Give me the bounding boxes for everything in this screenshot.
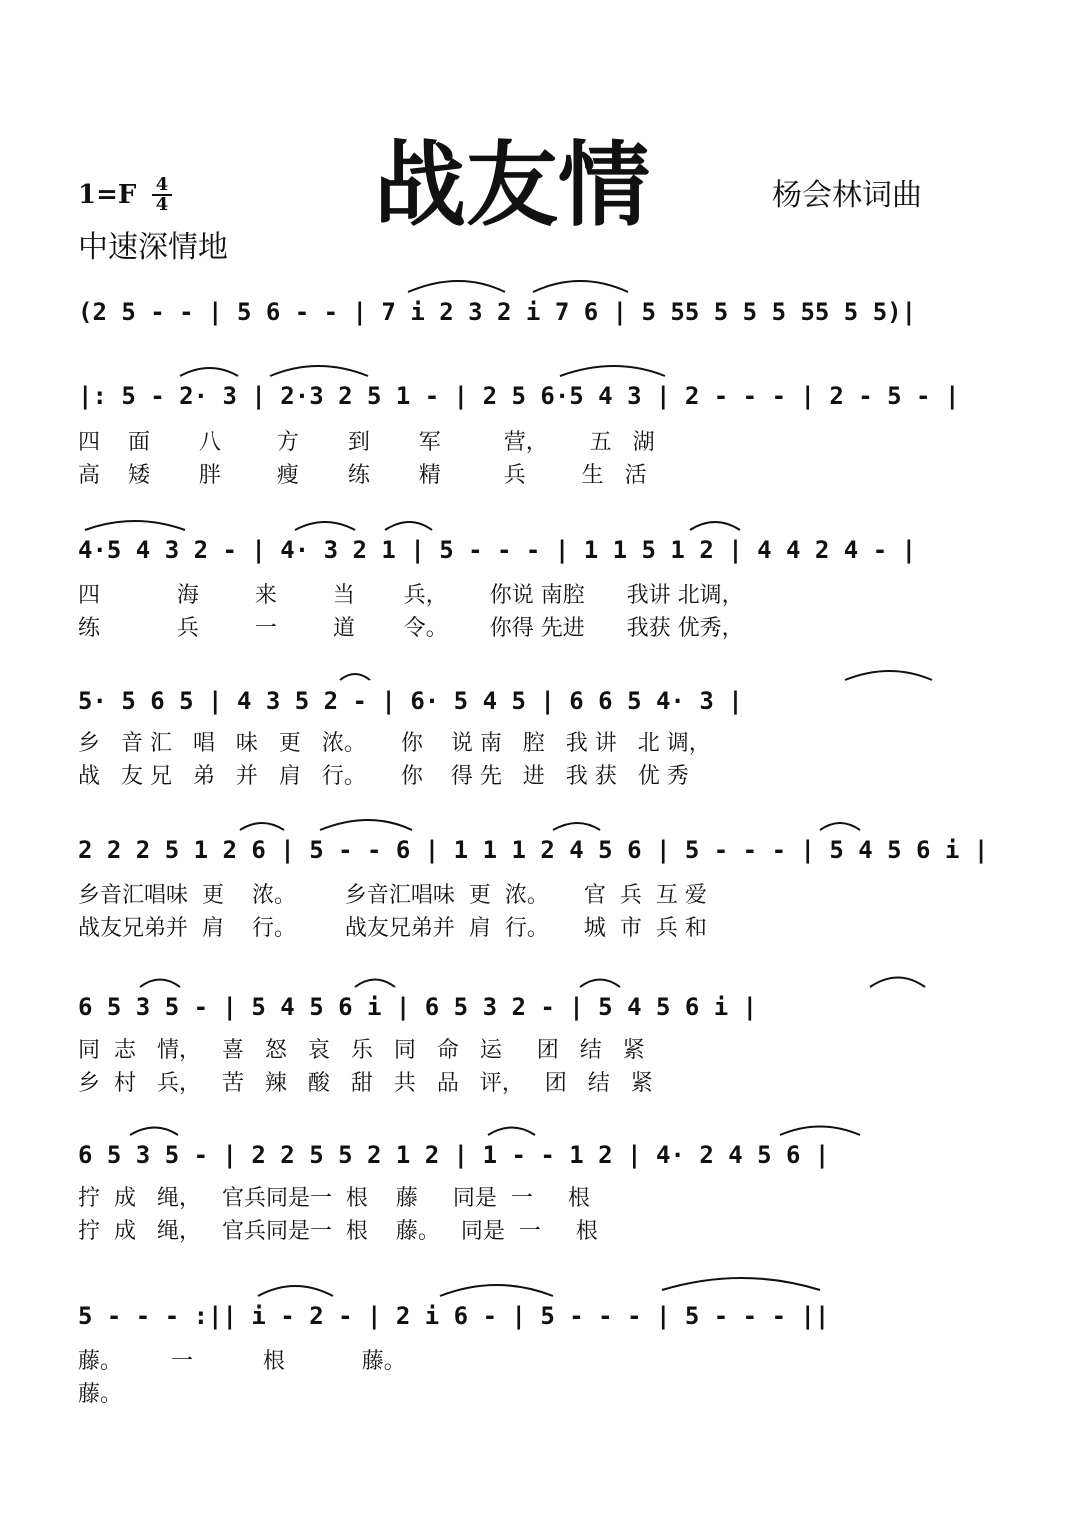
- lyric-line: 拧 成 绳， 官兵同是一 根 藤。 同是 一 根: [78, 1219, 598, 1244]
- lyric-line: 拧 成 绳， 官兵同是一 根 藤 同是 一 根: [78, 1186, 590, 1211]
- key-signature: 1=F: [78, 180, 137, 210]
- song-title: 战友情: [374, 132, 651, 239]
- lyric-line: 乡 音 汇 唱 味 更 浓。 你 说 南 腔 我 讲 北 调，: [78, 731, 711, 756]
- lyric-line: 藤。: [78, 1382, 123, 1407]
- notation-line: 6 5 3 5 - | 2 2 5 5 2 1 2 | 1 - - 1 2 | 4· 2 4 5 6 |: [78, 1141, 830, 1169]
- lyric-line: 同 志 情， 喜 怒 哀 乐 同 命 运 团 结 紧: [78, 1038, 645, 1063]
- lyric-line: 四 面 八 方 到 军 营， 五 湖: [78, 430, 655, 455]
- time-signature-bottom: 4: [155, 194, 169, 215]
- lyric-line: 练 兵 一 道 令。 你得 先进 我获 优秀，: [78, 616, 744, 641]
- lyric-line: 战友兄弟并 肩 行。 战友兄弟并 肩 行。 城 市 兵 和: [78, 916, 707, 941]
- lyric-line: 乡音汇唱味 更 浓。 乡音汇唱味 更 浓。 官 兵 互 爱: [78, 883, 707, 908]
- author-credit: 杨会林词曲: [772, 178, 922, 213]
- lyric-line: 四 海 来 当 兵， 你说 南腔 我讲 北调，: [78, 583, 744, 608]
- notation-line: 4·5 4 3 2 - | 4· 3 2 1 | 5 - - - | 1 1 5 1 2 | 4 4 2 4 - |: [78, 536, 917, 564]
- lyric-line: 乡 村 兵， 苦 辣 酸 甜 共 品 评， 团 结 紧: [78, 1071, 653, 1096]
- notation-line: |: 5 - 2· 3 | 2·3 2 5 1 - | 2 5 6·5 4 3 | 2 - - - | 2 - 5 - |: [78, 382, 960, 410]
- lyric-line: 战 友 兄 弟 并 肩 行。 你 得 先 进 我 获 优 秀: [78, 764, 689, 789]
- time-signature-top: 4: [155, 174, 169, 195]
- tempo-marking: 中速深情地: [78, 230, 228, 265]
- notation-line: (2 5 - - | 5 6 - - | 7 i 2 3 2 i 7 6 | 5 55 5 5 5 55 5 5)|: [78, 298, 917, 326]
- lyric-line: 高 矮 胖 瘦 练 精 兵 生 活: [78, 463, 647, 488]
- notation-line: 2 2 2 5 1 2 6 | 5 - - 6 | 1 1 1 2 4 5 6 | 5 - - - | 5 4 5 6 i |: [78, 836, 989, 864]
- notation-line: 5· 5 6 5 | 4 3 5 2 - | 6· 5 4 5 | 6 6 5 4· 3 |: [78, 687, 743, 715]
- notation-line: 6 5 3 5 - | 5 4 5 6 i | 6 5 3 2 - | 5 4 5 6 i |: [78, 993, 758, 1021]
- notation-line: 5 - - - :|| i - 2 - | 2 i 6 - | 5 - - - | 5 - - - ||: [78, 1302, 830, 1330]
- lyric-line: 藤。 一 根 藤。: [78, 1349, 406, 1374]
